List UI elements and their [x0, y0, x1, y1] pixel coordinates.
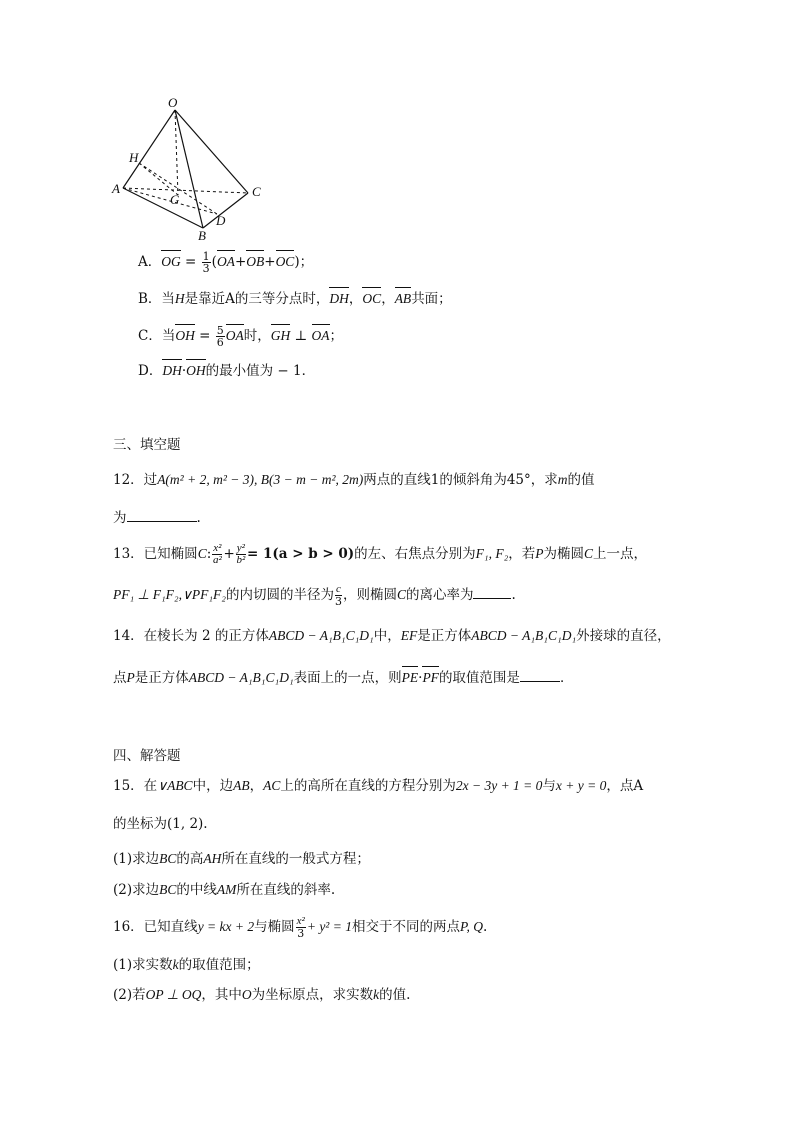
label-B: B — [198, 228, 206, 243]
section-3-title: 三、填空题 — [113, 437, 181, 453]
option-c: C．当OH = $\frac{5}{6}$ OA时，GH ⊥ OA； — [138, 324, 344, 349]
question-13: 13．已知椭圆C: $\frac{\text{x²}}{\text{a²}}$ + $\frac{\text{y²}}{\text{b²}}$ = 1(a > b > 0)的左、右焦点分别为F₁, F₂，若P为椭圆C上一点， — [113, 542, 648, 566]
question-13-line2: PF₁ ⊥ F₁F₂,∨PF₁F₂的内切圆的半径为 $\frac{c}{3}$ ，则椭圆C的离心率为 . — [113, 583, 516, 608]
label-C: C — [252, 184, 261, 199]
question-12-line2: 为 . — [113, 510, 201, 526]
fraction: $\frac{\text{x²}}{\text{a²}}$ — [212, 542, 222, 566]
question-15-part1: (1)求边BC的高AH所在直线的一般式方程； — [113, 851, 370, 867]
question-16-part2: (2)若OP ⊥ OQ，其中O为坐标原点，求实数k的值. — [113, 987, 411, 1003]
section-4-title: 四、解答题 — [113, 748, 181, 764]
fraction: $\frac{5}{6}$ — [216, 324, 224, 349]
question-14: 14．在棱长为 2 的正方体ABCD − A₁B₁C₁D₁中，EF是正方体ABCD − A₁B₁C₁D₁外接球的直径， — [113, 628, 671, 644]
fraction: $\frac{1}{3}$ — [202, 250, 210, 275]
fraction: $\frac{\text{x²}}{3}$ — [296, 915, 305, 940]
fraction: $\frac{c}{3}$ — [334, 583, 342, 608]
question-15-part2: (2)求边BC的中线AM所在直线的斜率. — [113, 882, 336, 898]
answer-blank[interactable] — [520, 669, 560, 682]
label-G: G — [170, 192, 180, 207]
question-12: 12．过A(m² + 2, m² − 3), B(3 − m − m², 2m)两点的直线1的倾斜角为45°，求m的值 — [113, 472, 595, 488]
answer-blank[interactable] — [473, 586, 511, 599]
option-b: B．当H是靠近A的三等分点时，DH，OC，AB共面； — [138, 291, 452, 307]
label-O: O — [168, 95, 178, 110]
question-15-line2: 的坐标为(1, 2). — [113, 816, 208, 832]
label-H: H — [129, 150, 139, 165]
fraction: $\frac{\text{y²}}{\text{b²}}$ — [236, 542, 246, 566]
option-d: D．DH·OH的最小值为 − 1． — [138, 363, 316, 379]
option-a: A．OG = $\frac{1}{3}$ (OA+OB+OC)； — [138, 250, 314, 275]
question-16-part1: (1)求实数k的取值范围； — [113, 957, 260, 973]
label-A: A — [112, 181, 120, 196]
question-14-line2: 点P是正方体ABCD − A₁B₁C₁D₁表面上的一点，则PE·PF的取值范围是 ． — [113, 670, 574, 686]
question-15: 15．在∨ABC中，边AB，AC上的高所在直线的方程分别为2x − 3y + 1 = 0与x + y = 0，点A — [113, 778, 644, 794]
question-16: 16．已知直线y = kx + 2与椭圆 $\frac{\text{x²}}{3}$ + y² = 1相交于不同的两点P, Q. — [113, 915, 488, 940]
tetrahedron-figure — [0, 0, 794, 250]
label-D: D — [216, 213, 226, 228]
answer-blank[interactable] — [127, 509, 197, 522]
